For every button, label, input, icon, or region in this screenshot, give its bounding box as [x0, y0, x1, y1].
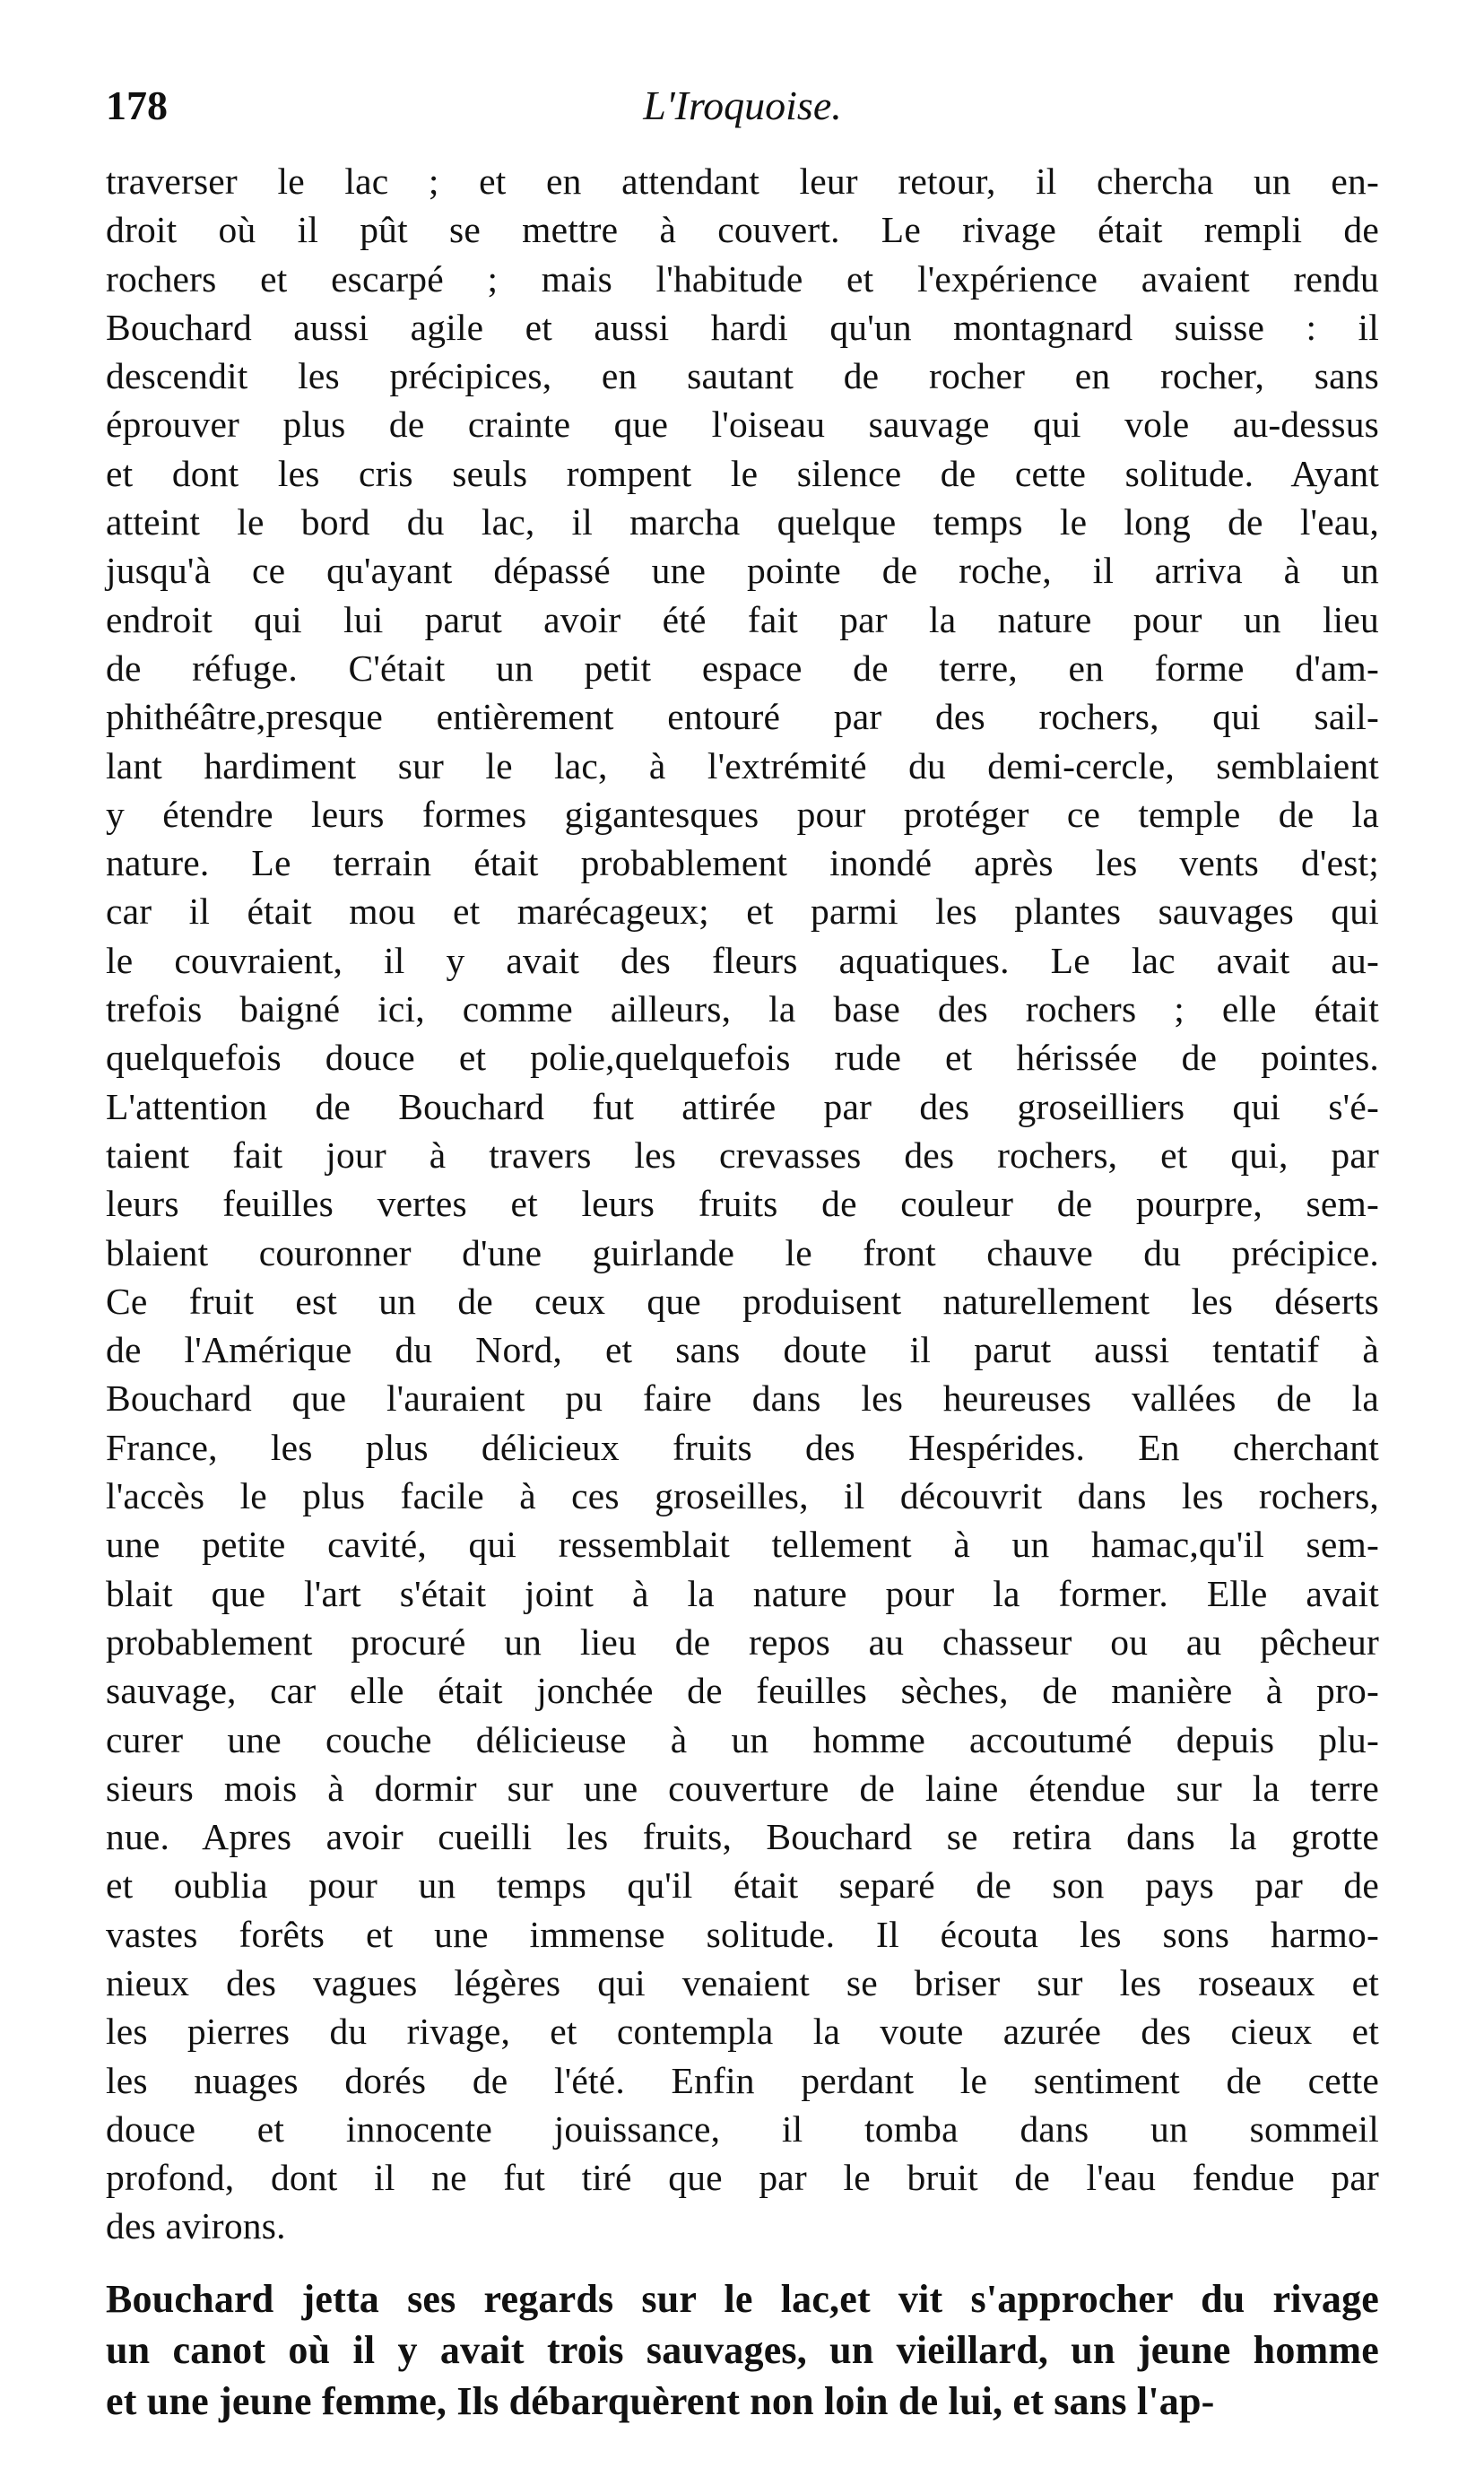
text-line: phithéâtre,presque entièrement entouré par des rochers, qui sail- [106, 696, 1379, 738]
page-number: 178 [106, 83, 168, 128]
text-line: France, les plus délicieux fruits des Hespérides. En cherchant [106, 1426, 1379, 1468]
text-line: descendit les précipices, en sautant de rocher en rocher, sans [106, 355, 1379, 397]
text-line: Bouchard jetta ses regards sur le lac,et vit s'approcher du rivage [106, 2277, 1379, 2321]
running-title: L'Iroquoise. [643, 83, 842, 128]
text-line: le couvraient, il y avait des fleurs aquatiques. Le lac avait au- [106, 939, 1379, 981]
text-line: blait que l'art s'était joint à la nature pour la former. Elle avait [106, 1572, 1379, 1614]
text-line: probablement procuré un lieu de repos au chasseur ou au pêcheur [106, 1620, 1379, 1663]
paragraph-1 [106, 157, 1379, 2251]
text-line: Bouchard aussi agile et aussi hardi qu'un montagnard suisse : il [106, 306, 1379, 348]
text-line: Bouchard que l'auraient pu faire dans les heureuses vallées de la [106, 1377, 1379, 1420]
text-line: atteint le bord du lac, il marcha quelque temps le long de l'eau, [106, 501, 1379, 543]
text-line: sieurs mois à dormir sur une couverture de laine étendue sur la terre [106, 1767, 1379, 1809]
text-line: profond, dont il ne fut tiré que par le bruit de l'eau fendue par [106, 2157, 1379, 2199]
text-line: des avirons. [106, 2205, 286, 2247]
text-line: et une jeune femme, Ils débarquèrent non loin de lui, et sans l'ap- [106, 2379, 1215, 2423]
text-line: endroit qui lui parut avoir été fait par la nature pour un lieu [106, 598, 1379, 640]
text-line: leurs feuilles vertes et leurs fruits de couleur de pourpre, sem- [106, 1183, 1379, 1225]
text-line: trefois baigné ici, comme ailleurs, la base des rochers ; elle était [106, 988, 1379, 1030]
text-line: jusqu'à ce qu'ayant dépassé une pointe de roche, il arriva à un [106, 550, 1379, 592]
text-line: douce et innocente jouissance, il tomba dans un sommeil [106, 2107, 1379, 2150]
text-line: de l'Amérique du Nord, et sans doute il parut aussi tentatif à [106, 1329, 1379, 1371]
text-line: et oublia pour un temps qu'il était separé de son pays par de [106, 1864, 1379, 1907]
text-line: lant hardiment sur le lac, à l'extrémité du demi-cercle, semblaient [106, 744, 1379, 786]
text-line: sauvage, car elle était jonchée de feuilles sèches, de manière à pro- [106, 1670, 1379, 1712]
text-line: L'attention de Bouchard fut attirée par des groseilliers qui s'é- [106, 1085, 1379, 1127]
text-line: taient fait jour à travers les crevasses des rochers, et qui, par [106, 1134, 1379, 1176]
text-line: curer une couche délicieuse à un homme accoutumé depuis plu- [106, 1718, 1379, 1760]
text-line: nieux des vagues légères qui venaient se briser sur les roseaux et [106, 1961, 1379, 2003]
text-line: quelquefois douce et polie,quelquefois rude et hérissée de pointes. [106, 1037, 1379, 1079]
text-line: une petite cavité, qui ressemblait tellement à un hamac,qu'il sem- [106, 1524, 1379, 1566]
text-line: nature. Le terrain était probablement inondé après les vents d'est; [106, 842, 1379, 884]
text-line: vastes forêts et une immense solitude. Il écouta les sons harmo- [106, 1913, 1379, 1955]
text-line: et dont les cris seuls rompent le silence de cette solitude. Ayant [106, 452, 1379, 494]
text-line: les pierres du rivage, et contempla la voute azurée des cieux et [106, 2011, 1379, 2053]
text-line: les nuages dorés de l'été. Enfin perdant le sentiment de cette [106, 2059, 1379, 2101]
page-header [106, 79, 1379, 133]
text-line: car il était mou et marécageux; et parmi les plantes sauvages qui [106, 891, 1379, 933]
text-line: l'accès le plus facile à ces groseilles, il découvrit dans les rochers, [106, 1475, 1379, 1517]
text-line: rochers et escarpé ; mais l'habitude et l'expérience avaient rendu [106, 257, 1379, 300]
text-line: de réfuge. C'était un petit espace de terre, en forme d'am- [106, 647, 1379, 689]
text-line: blaient couronner d'une guirlande le front chauve du précipice. [106, 1231, 1379, 1273]
text-line: nue. Apres avoir cueilli les fruits, Bouchard se retira dans la grotte [106, 1816, 1379, 1858]
text-line: Ce fruit est un de ceux que produisent naturellement les déserts [106, 1280, 1379, 1322]
text-line: traverser le lac ; et en attendant leur retour, il chercha un en- [106, 161, 1379, 202]
text-line: un canot où il y avait trois sauvages, un vieillard, un jeune homme [106, 2328, 1379, 2372]
text-line: éprouver plus de crainte que l'oiseau sauvage qui vole au-dessus [106, 404, 1379, 446]
text-line: y étendre leurs formes gigantesques pour protéger ce temple de la [106, 793, 1379, 835]
text-line: droit où il pût se mettre à couvert. Le rivage était rempli de [106, 209, 1379, 251]
paragraph-2 [106, 2273, 1379, 2427]
